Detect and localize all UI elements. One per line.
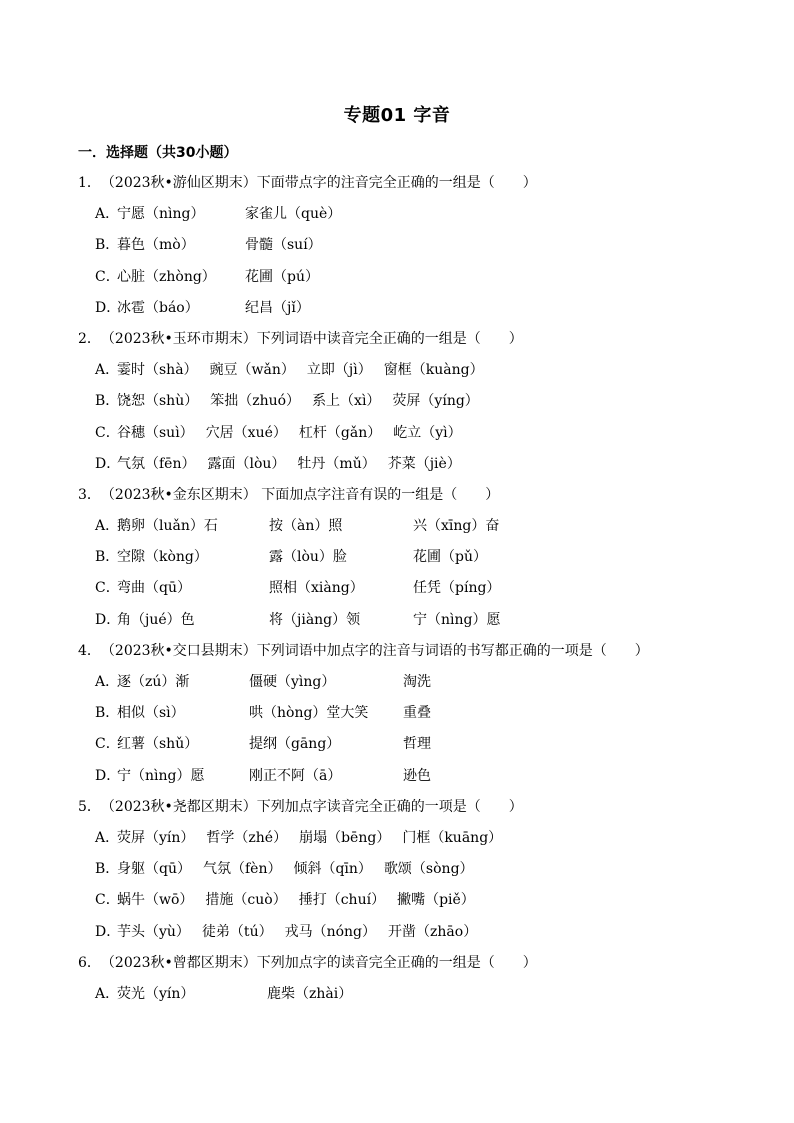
option-word: 按（àn）照	[269, 518, 343, 535]
option-letter: C．	[95, 268, 120, 285]
question-number: 2．	[78, 330, 101, 347]
option-word: 系上（xì）	[312, 393, 381, 410]
question-item	[78, 327, 738, 483]
question-text: （2023秋•金东区期末） 下面加点字注音有误的一组是（ ）	[100, 486, 500, 503]
option-word: 家雀儿（què）	[245, 206, 342, 223]
option-letter: C．	[95, 580, 120, 597]
option-letter: D．	[95, 611, 121, 628]
option-word: 撇嘴（piě）	[397, 892, 475, 909]
question-number: 1．	[78, 175, 101, 191]
question-item	[78, 483, 738, 639]
option-word: 任凭（píng）	[413, 580, 501, 597]
question-text: （2023秋•尧都区期末）下列加点字读音完全正确的一项是（ ）	[100, 798, 523, 815]
option-word: 牡丹（mǔ）	[297, 455, 376, 472]
option-word: 将（jiàng）领	[269, 611, 361, 628]
option-word: 芥菜（jiè）	[387, 455, 461, 472]
option-word: 芋头（yù）	[117, 923, 190, 940]
option-word: 穴居（xué）	[205, 424, 287, 441]
option-word: 宁愿（nìng）	[117, 206, 205, 223]
option-word: 门框（kuāng）	[402, 829, 503, 846]
answer-option	[78, 296, 738, 327]
option-word: 相似（sì）	[117, 705, 185, 722]
option-word: 气氛（fēn）	[117, 455, 196, 472]
option-word: 纪昌（jǐ）	[245, 299, 310, 316]
option-letter: A．	[95, 985, 120, 1002]
answer-option	[78, 389, 738, 420]
answer-option	[78, 545, 738, 576]
option-word: 谷穗（suì）	[117, 424, 194, 441]
answer-option	[78, 576, 738, 607]
option-letter: A．	[95, 674, 120, 690]
option-word: 歌颂（sòng）	[383, 861, 474, 878]
question-number: 5．	[78, 798, 101, 815]
option-word: 哲理	[403, 736, 431, 753]
option-word: 兴（xīng）奋	[413, 518, 500, 535]
option-letter: C．	[95, 424, 120, 441]
option-word: 气氛（fèn）	[202, 861, 282, 878]
option-word: 捶打（chuí）	[298, 892, 386, 909]
question-item	[78, 639, 738, 795]
answer-option	[78, 701, 738, 732]
option-word: 窗框（kuàng）	[383, 362, 484, 379]
option-letter: B．	[95, 861, 120, 878]
option-word: 杠杆（gǎn）	[298, 424, 382, 441]
option-letter: B．	[95, 393, 120, 410]
option-word: 宁（nìng）愿	[413, 611, 501, 628]
answer-option	[78, 452, 738, 483]
option-word: 蜗牛（wō）	[117, 892, 194, 909]
question-stem	[78, 327, 738, 358]
option-word: 弯曲（qū）	[117, 580, 191, 597]
question-stem	[78, 795, 738, 826]
option-word: 逊色	[403, 767, 431, 784]
option-word: 宁（nìng）愿	[117, 767, 205, 784]
answer-option	[78, 233, 738, 264]
answer-option	[78, 732, 738, 763]
question-stem	[78, 171, 738, 202]
option-word: 鹅卵（luǎn）石	[117, 518, 218, 535]
option-word: 措施（cuò）	[205, 892, 287, 909]
answer-option	[78, 888, 738, 919]
option-word: 角（jué）色	[117, 611, 195, 628]
option-letter: D．	[95, 767, 121, 784]
question-number: 3．	[78, 486, 101, 503]
option-word: 徒弟（tú）	[201, 923, 273, 940]
option-word: 照相（xiàng）	[269, 580, 364, 597]
option-word: 豌豆（wǎn）	[209, 362, 295, 379]
answer-option	[78, 358, 738, 389]
question-text: （2023秋•游仙区期末）下面带点字的注音完全正确的一组是（ ）	[100, 175, 537, 191]
option-word: 鹿柴（zhài）	[267, 985, 353, 1002]
option-word: 屹立（yì）	[393, 424, 462, 441]
answer-option	[78, 202, 738, 233]
option-word: 荧光（yín）	[117, 985, 195, 1002]
option-word: 饶恕（shù）	[117, 393, 199, 410]
question-text: （2023秋•玉环市期末）下列词语中读音完全正确的一组是（ ）	[100, 330, 523, 347]
answer-option	[78, 421, 738, 452]
option-word: 心脏（zhòng）	[117, 268, 216, 285]
option-letter: B．	[95, 549, 120, 566]
option-letter: D．	[95, 299, 121, 316]
answer-option	[78, 982, 738, 1013]
question-list	[78, 171, 738, 1013]
answer-option	[78, 826, 738, 857]
option-letter: C．	[95, 892, 120, 909]
option-word: 花圃（pú）	[245, 268, 319, 285]
option-word: 红薯（shǔ）	[117, 736, 199, 753]
option-letter: D．	[95, 455, 121, 472]
option-word: 骨髓（suí）	[245, 237, 322, 254]
answer-option	[78, 608, 738, 639]
option-word: 哄（hòng）堂大笑	[249, 705, 369, 722]
answer-option	[78, 514, 738, 545]
option-word: 露（lòu）脸	[269, 549, 347, 566]
answer-option	[78, 670, 738, 701]
option-word: 冰雹（báo）	[117, 299, 199, 316]
option-word: 戎马（nóng）	[284, 923, 377, 940]
option-letter: B．	[95, 237, 120, 254]
answer-option	[78, 265, 738, 296]
question-text: （2023秋•交口县期末）下列词语中加点字的注音与词语的书写都正确的一项是（ ）	[100, 642, 649, 659]
question-number: 6．	[78, 954, 101, 971]
option-letter: B．	[95, 705, 120, 722]
option-word: 空隙（kòng）	[117, 549, 208, 566]
option-word: 荧屏（yín）	[117, 829, 195, 846]
option-word: 身躯（qū）	[117, 861, 191, 878]
answer-option	[78, 857, 738, 888]
question-number: 4．	[78, 642, 101, 659]
option-word: 荧屏（yíng）	[392, 393, 479, 410]
option-letter: D．	[95, 923, 121, 940]
option-word: 重叠	[403, 705, 431, 722]
option-word: 崩塌（bēng）	[299, 829, 391, 846]
question-stem	[78, 951, 738, 982]
option-word: 花圃（pǔ）	[413, 549, 487, 566]
option-letter: C．	[95, 736, 120, 753]
option-letter: A．	[95, 829, 120, 846]
option-word: 哲学（zhé）	[206, 829, 288, 846]
question-stem	[78, 483, 738, 514]
option-letter: A．	[95, 362, 120, 379]
document-title: 专题01 字音	[343, 105, 451, 126]
option-word: 僵硬（yìng）	[249, 674, 336, 690]
option-word: 笨拙（zhuó）	[210, 393, 301, 410]
option-word: 逐（zú）渐	[117, 674, 190, 690]
answer-option	[78, 764, 738, 795]
option-word: 淘洗	[403, 674, 431, 690]
question-stem	[78, 639, 738, 670]
section-heading: 一．选择题（共30小题）	[78, 145, 238, 161]
option-word: 露面（lòu）	[207, 455, 286, 472]
option-letter: A．	[95, 518, 120, 535]
option-word: 刚正不阿（ā）	[249, 767, 342, 784]
option-word: 倾斜（qīn）	[293, 861, 372, 878]
option-word: 立即（jì）	[306, 362, 372, 379]
question-text: （2023秋•曾都区期末）下列加点字的读音完全正确的一组是（ ）	[100, 954, 537, 971]
option-word: 提纲（gāng）	[249, 736, 341, 753]
question-item	[78, 171, 738, 327]
question-item	[78, 795, 738, 951]
question-item	[78, 951, 738, 1013]
option-word: 霎时（shà）	[117, 362, 198, 379]
option-word: 暮色（mò）	[117, 237, 195, 254]
answer-option	[78, 920, 738, 951]
option-word: 开凿（zhāo）	[388, 923, 478, 940]
option-letter: A．	[95, 206, 120, 223]
